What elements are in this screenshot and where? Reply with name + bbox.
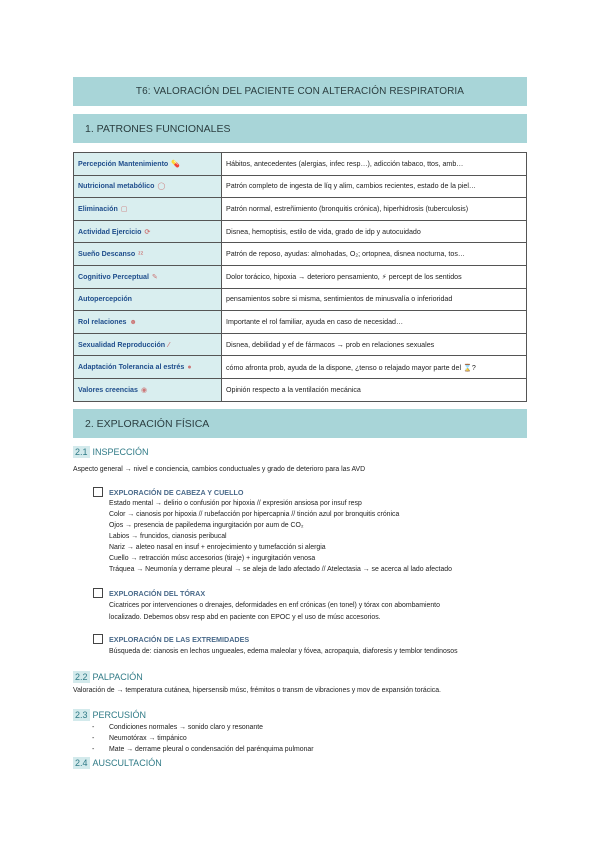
nazar-icon: ◉ [140, 386, 148, 394]
pattern-label: Sexualidad Reproducción [78, 340, 166, 349]
runner-icon: ⟳ [144, 228, 151, 236]
pattern-row [74, 333, 527, 356]
pattern-row [74, 175, 527, 198]
pattern-label: Valores creencias [78, 385, 138, 394]
pattern-name-cell [74, 378, 222, 401]
subsection-title: AUSCULTACIÓN [92, 758, 162, 768]
pattern-row [74, 311, 527, 334]
subsection-auscultacion [73, 756, 162, 770]
pattern-description: Disnea, debilidad y ef de fármacos → prob en relaciones sexuales [222, 333, 527, 356]
head-neck-line: Cuello → retracción músc accesorios (tiraje) + ingurgitación venosa [109, 555, 316, 562]
head-neck-line: Tráquea → Neumonía y derrame pleural → se aleja de lado afectado // Atelectasia → se acerca al lado afectado [109, 566, 452, 573]
functional-patterns-table [73, 152, 527, 402]
checkbox-torax[interactable] [93, 588, 103, 598]
pattern-label: Rol relaciones [78, 317, 127, 326]
pattern-row [74, 243, 527, 266]
pattern-label: Sueño Descanso [78, 250, 136, 259]
head-neck-line: Color → cianosis por hipoxia // rubefacción por hipercapnia // tinción azul por bronquitis crónica [109, 511, 400, 518]
subsection-inspeccion [73, 445, 149, 459]
pattern-name-cell [74, 288, 222, 311]
bomb-icon: ● [187, 364, 192, 372]
limbs-line: Búsqueda de: cianosis en lechos ungueales, edema maleolar y fóvea, acropaquia, diaforesis y temblor tendinosos [109, 648, 458, 655]
pattern-name-cell [74, 220, 222, 243]
memo-icon: ✎ [151, 273, 158, 281]
pattern-description: cómo afronta prob, ayuda de la dispone, ¿tenso o relajado mayor parte del ⌛? [222, 356, 527, 379]
subsection-title: PERCUSIÓN [92, 710, 147, 720]
label-torax: EXPLORACIÓN DEL TÓRAX [109, 589, 206, 598]
document-title: T6: VALORACIÓN DEL PACIENTE CON ALTERACIÓN RESPIRATORIA [73, 77, 527, 106]
pattern-description: Opinión respecto a la ventilación mecánica [222, 378, 527, 401]
family-icon: ☻ [129, 318, 137, 326]
pattern-description: Hábitos, antecedentes (alergias, infec resp…), adicción tabaco, ttos, amb… [222, 153, 527, 176]
pattern-label: Cognitivo Perceptual [78, 272, 149, 281]
pattern-row [74, 220, 527, 243]
pattern-name-cell [74, 356, 222, 379]
subsection-title: PALPACIÓN [92, 672, 143, 682]
pattern-label: Eliminación [78, 204, 118, 213]
pattern-row [74, 153, 527, 176]
checkbox-extremidades[interactable] [93, 634, 103, 644]
label-cabeza-cuello: EXPLORACIÓN DE CABEZA Y CUELLO [109, 488, 244, 497]
subsection-number: 2.2 [75, 672, 88, 682]
pattern-label: Autopercepción [78, 295, 132, 304]
list-bullet: - [92, 735, 95, 742]
plate-icon: ◯ [157, 183, 166, 191]
palpacion-text: Valoración de → temperatura cutánea, hipersensib músc, frémitos o transm de vibraciones y mov de expansión torácica. [73, 687, 441, 694]
thorax-line: Cicatrices por intervenciones o drenajes, deformidades en enf crónicas (en tonel) y tórax con abombamiento [109, 602, 440, 609]
checkbox-cabeza-cuello[interactable] [93, 487, 103, 497]
percusion-item: Neumotórax → timpánico [109, 735, 187, 742]
pattern-name-cell [74, 311, 222, 334]
pattern-name-cell [74, 153, 222, 176]
pattern-row [74, 288, 527, 311]
subsection-percusion [73, 708, 146, 722]
head-neck-line: Nariz → aleteo nasal en insuf + enrojecimiento y tumefacción si alergia [109, 544, 326, 551]
label-extremidades: EXPLORACIÓN DE LAS EXTREMIDADES [109, 635, 250, 644]
pattern-label: Nutricional metabólico [78, 182, 155, 191]
list-bullet: - [92, 746, 95, 753]
pattern-label: Actividad Ejercicio [78, 227, 142, 236]
list-bullet: - [92, 724, 95, 731]
pattern-name-cell [74, 333, 222, 356]
pattern-description: pensamientos sobre si misma, sentimientos de minusvalía o inferioridad [222, 288, 527, 311]
subsection-number: 2.1 [75, 447, 88, 457]
syringe-icon: ⁄ [168, 341, 170, 349]
section-heading-patrones: 1. PATRONES FUNCIONALES [73, 114, 527, 143]
subsection-number: 2.3 [75, 710, 88, 720]
pattern-row [74, 265, 527, 288]
subsection-number: 2.4 [75, 758, 88, 768]
pill-icon: 💊 [171, 160, 180, 168]
pattern-name-cell [74, 198, 222, 221]
pattern-label: Percepción Mantenimiento [78, 159, 169, 168]
pattern-name-cell [74, 265, 222, 288]
pattern-description: Patrón de reposo, ayudas: almohadas, O₂; ortopnea, disnea nocturna, tos… [222, 243, 527, 266]
head-neck-line: Ojos → presencia de papiledema ingurgitación por aum de CO₂ [109, 522, 304, 529]
pattern-description: Patrón completo de ingesta de líq y alim, cambios recientes, estado de la piel… [222, 175, 527, 198]
head-neck-line: Estado mental → delirio o confusión por hipoxia // expresión ansiosa por insuf resp [109, 500, 362, 507]
pattern-name-cell [74, 175, 222, 198]
pattern-description: Dolor torácico, hipoxia → deterioro pensamiento, ⚡ percept de los sentidos [222, 265, 527, 288]
sleep-icon: ᶻᶻ [138, 251, 144, 259]
pattern-row [74, 198, 527, 221]
toilet-paper-icon: ▢ [120, 205, 128, 213]
head-neck-line: Labios → fruncidos, cianosis peribucal [109, 533, 227, 540]
pattern-description: Patrón normal, estreñimiento (bronquitis crónica), hiperhidrosis (tuberculosis) [222, 198, 527, 221]
pattern-name-cell [74, 243, 222, 266]
percusion-item: Mate → derrame pleural o condensación del parénquima pulmonar [109, 746, 314, 753]
pattern-row [74, 378, 527, 401]
percusion-item: Condiciones normales → sonido claro y resonante [109, 724, 263, 731]
pattern-row [74, 356, 527, 379]
pattern-label: Adaptación Tolerancia al estrés [78, 363, 185, 372]
pattern-description: Importante el rol familiar, ayuda en caso de necesidad… [222, 311, 527, 334]
subsection-palpacion [73, 670, 143, 684]
section-heading-exploracion: 2. EXPLORACIÓN FÍSICA [73, 409, 527, 438]
pattern-description: Disnea, hemoptisis, estilo de vida, grado de idp y autocuidado [222, 220, 527, 243]
thorax-line: localizado. Debemos obsv resp abd en paciente con EPOC y el uso de músc accesorios. [109, 614, 381, 621]
inspeccion-intro: Aspecto general → nivel e conciencia, cambios conductuales y grado de deterioro para las AVD [73, 466, 366, 473]
subsection-title: INSPECCIÓN [92, 447, 149, 457]
